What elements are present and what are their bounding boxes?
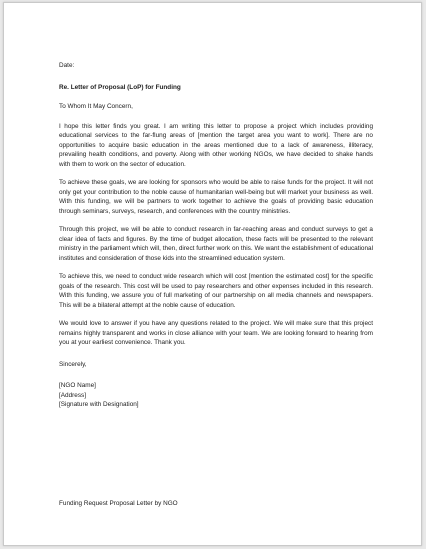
salutation: To Whom It May Concern, bbox=[59, 103, 133, 110]
paragraph-cost: To achieve this, we need to conduct wide research which will cost [mention the estimated cost] for the specific goals of the research. This cost will be used to pay researchers and other expenses included in this research. With this funding, we assure you of full marketing of our partnership on all media channels and newspapers. This will be a bilateral attempt at the noble cause of education. bbox=[59, 273, 373, 309]
paragraph-sponsors: To achieve these goals, we are looking for sponsors who would be able to raise funds for the project. It will not only get your contribution to the noble cause of humanitarian well-being but will market your business as well. With this funding, we will be partners to work together to achieve the goals of providing basic education through seminars, surveys, research, and conferences with the country ministries. bbox=[59, 179, 373, 215]
address-placeholder: [Address] bbox=[59, 391, 86, 399]
signature-block bbox=[59, 381, 373, 410]
paragraph-research: Through this project, we will be able to conduct research in far-reaching areas and conduct surveys to get a clear idea of facts and figures. By the time of budget allocation, these facts will be presented to the relevant ministry in the parliament which will, then, direct further work on this. We want the establishment of educational institutes and consideration of those kids into the streamlined education system. bbox=[59, 226, 373, 262]
paragraph-intro: I hope this letter finds you great. I am writing this letter to propose a project which includes providing educational services to the far-flung areas of [mention the target area you want to work]. There are no opportunities to acquire basic education in the areas mentioned due to a lack of awareness, illiteracy, prevailing health conditions, and poverty. Along with other working NGOs, we have decided to shake hands with them to work on the sector of education. bbox=[59, 122, 373, 168]
ngo-name-placeholder: [NGO Name] bbox=[59, 382, 96, 389]
document-page bbox=[3, 2, 422, 546]
paragraph-contact: We would love to answer if you have any questions related to the project. We will make sure that this project remains highly transparent and works in close alliance with your team. We are looking forward to hearing from you at your earliest convenience. Thank you. bbox=[59, 320, 373, 346]
signature-placeholder: [Signature with Designation] bbox=[59, 401, 139, 408]
letter-body bbox=[59, 61, 373, 410]
subject-line: Re. Letter of Proposal (LoP) for Funding bbox=[59, 83, 181, 91]
date-label: Date: bbox=[59, 62, 75, 69]
closing: Sincerely, bbox=[59, 360, 87, 368]
footer-caption: Funding Request Proposal Letter by NGO bbox=[59, 500, 178, 507]
